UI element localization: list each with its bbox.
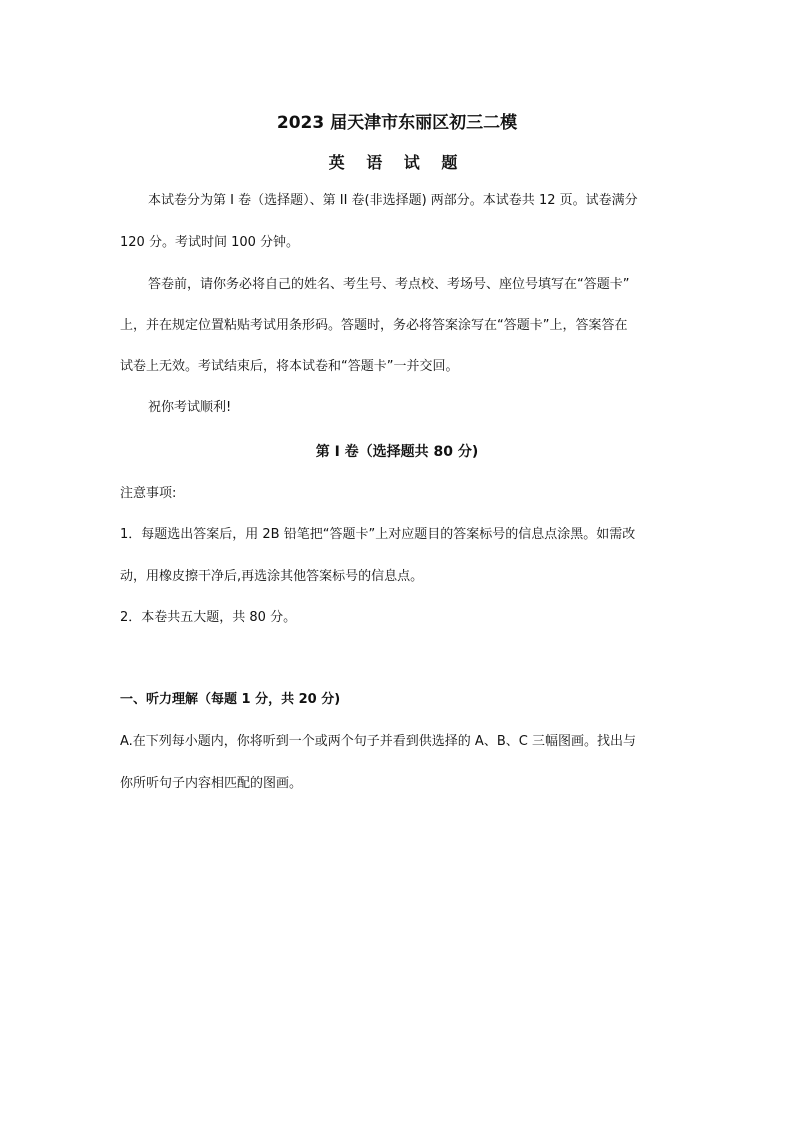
good-luck-text: 祝你考试顺利! <box>148 400 232 415</box>
intro-paragraph-2-line-2: 上，并在规定位置粘贴考试用条形码。答题时，务必将答案涂写在“答题卡”上，答案答在 <box>120 318 628 333</box>
intro-paragraph-2-line-1: 答卷前，请你务必将自己的姓名、考生号、考点校、考场号、座位号填写在“答题卡” <box>148 277 630 292</box>
intro-paragraph-2-line-3: 试卷上无效。考试结束后，将本试卷和“答题卡”一并交回。 <box>120 359 459 374</box>
section-1-heading: 一、听力理解（每题 1 分，共 20 分) <box>120 692 341 707</box>
note-1-line-2: 动，用橡皮擦干净后,再选涂其他答案标号的信息点。 <box>120 569 424 584</box>
note-1-line-1: 1．每题选出答案后，用 2B 铅笔把“答题卡”上对应题目的答案标号的信息点涂黑。如需改 <box>120 527 636 542</box>
section-1-instruction-line-2: 你所听句子内容相匹配的图画。 <box>120 776 303 791</box>
exam-title: 2023 届天津市东丽区初三二模 <box>276 113 518 133</box>
part-1-title: 第 I 卷（选择题共 80 分) <box>315 444 479 460</box>
intro-paragraph-1-line-2: 120 分。考试时间 100 分钟。 <box>120 235 300 250</box>
notes-label: 注意事项: <box>120 486 177 501</box>
note-2: 2．本卷共五大题，共 80 分。 <box>120 610 297 625</box>
section-1-instruction-line-1: A.在下列每小题内，你将听到一个或两个句子并看到供选择的 A、B、C 三幅图画。找出与 <box>120 734 636 749</box>
exam-subtitle: 英 语 试 题 <box>328 153 466 172</box>
intro-paragraph-1-line-1: 本试卷分为第 I 卷（选择题）、第 II 卷(非选择题) 两部分。本试卷共 12 页。试卷满分 <box>148 193 638 208</box>
